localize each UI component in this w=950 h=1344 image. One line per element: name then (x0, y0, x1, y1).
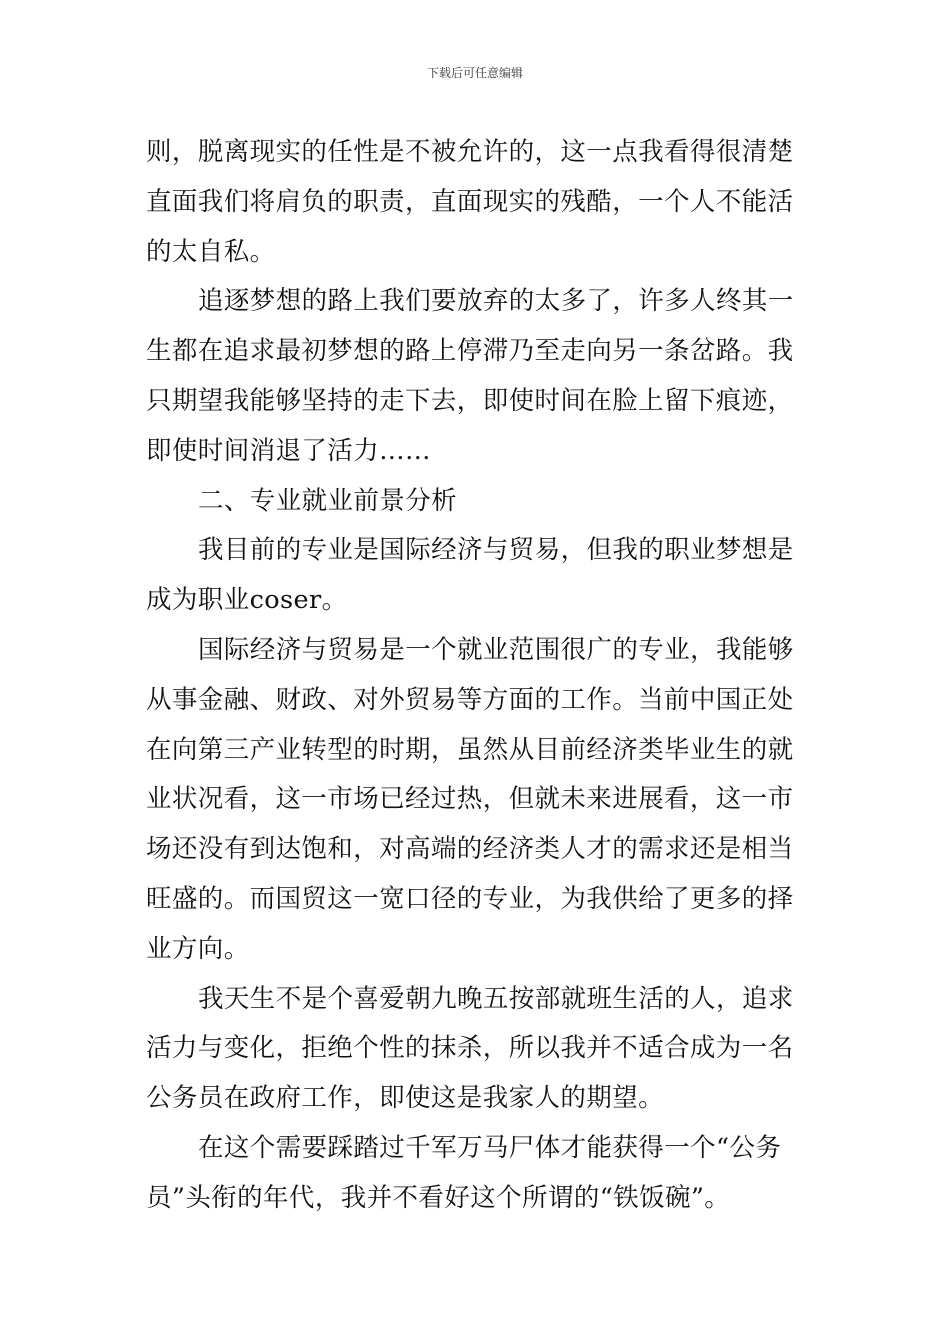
document-body (146, 128, 806, 1224)
paragraph-2: 追逐梦想的路上我们要放弃的太多了，许多人终其一生都在追求最初梦想的路上停滞乃至走向另一条岔路。我只期望我能够坚持的走下去，即使时间在脸上留下痕迹，即使时间消退了活力…… (146, 286, 794, 466)
section-heading: 二、专业就业前景分析 (198, 485, 458, 516)
paragraph-5: 我天生不是个喜爱朝九晚五按部就班生活的人，追求活力与变化，拒绝个性的抹杀，所以我并不适合成为一名公务员在政府工作，即使这是我家人的期望。 (146, 983, 794, 1114)
paragraph-6: 在这个需要踩踏过千军万马尸体才能获得一个“公务员”头衔的年代，我并不看好这个所谓的“铁饭碗”。 (146, 1132, 782, 1213)
paragraph-3: 我目前的专业是国际经济与贸易，但我的职业梦想是成为职业coser。 (146, 535, 794, 616)
page-header: 下载后可任意编辑 (426, 66, 523, 80)
paragraph-4: 国际经济与贸易是一个就业范围很广的专业，我能够从事金融、财政、对外贸易等方面的工作。当前中国正处在向第三产业转型的时期，虽然从目前经济类毕业生的就业状况看，这一市场已经过热，但就未来进展看，这一市场还没有到达饱和，对高端的经济类人才的需求还是相当旺盛的。而国贸这一宽口径的专业，为我供给了更多的择业方向。 (146, 634, 794, 964)
paragraph-1: 则，脱离现实的任性是不被允许的，这一点我看得很清楚直面我们将肩负的职责，直面现实的残酷，一个人不能活的太自私。 (146, 137, 794, 267)
